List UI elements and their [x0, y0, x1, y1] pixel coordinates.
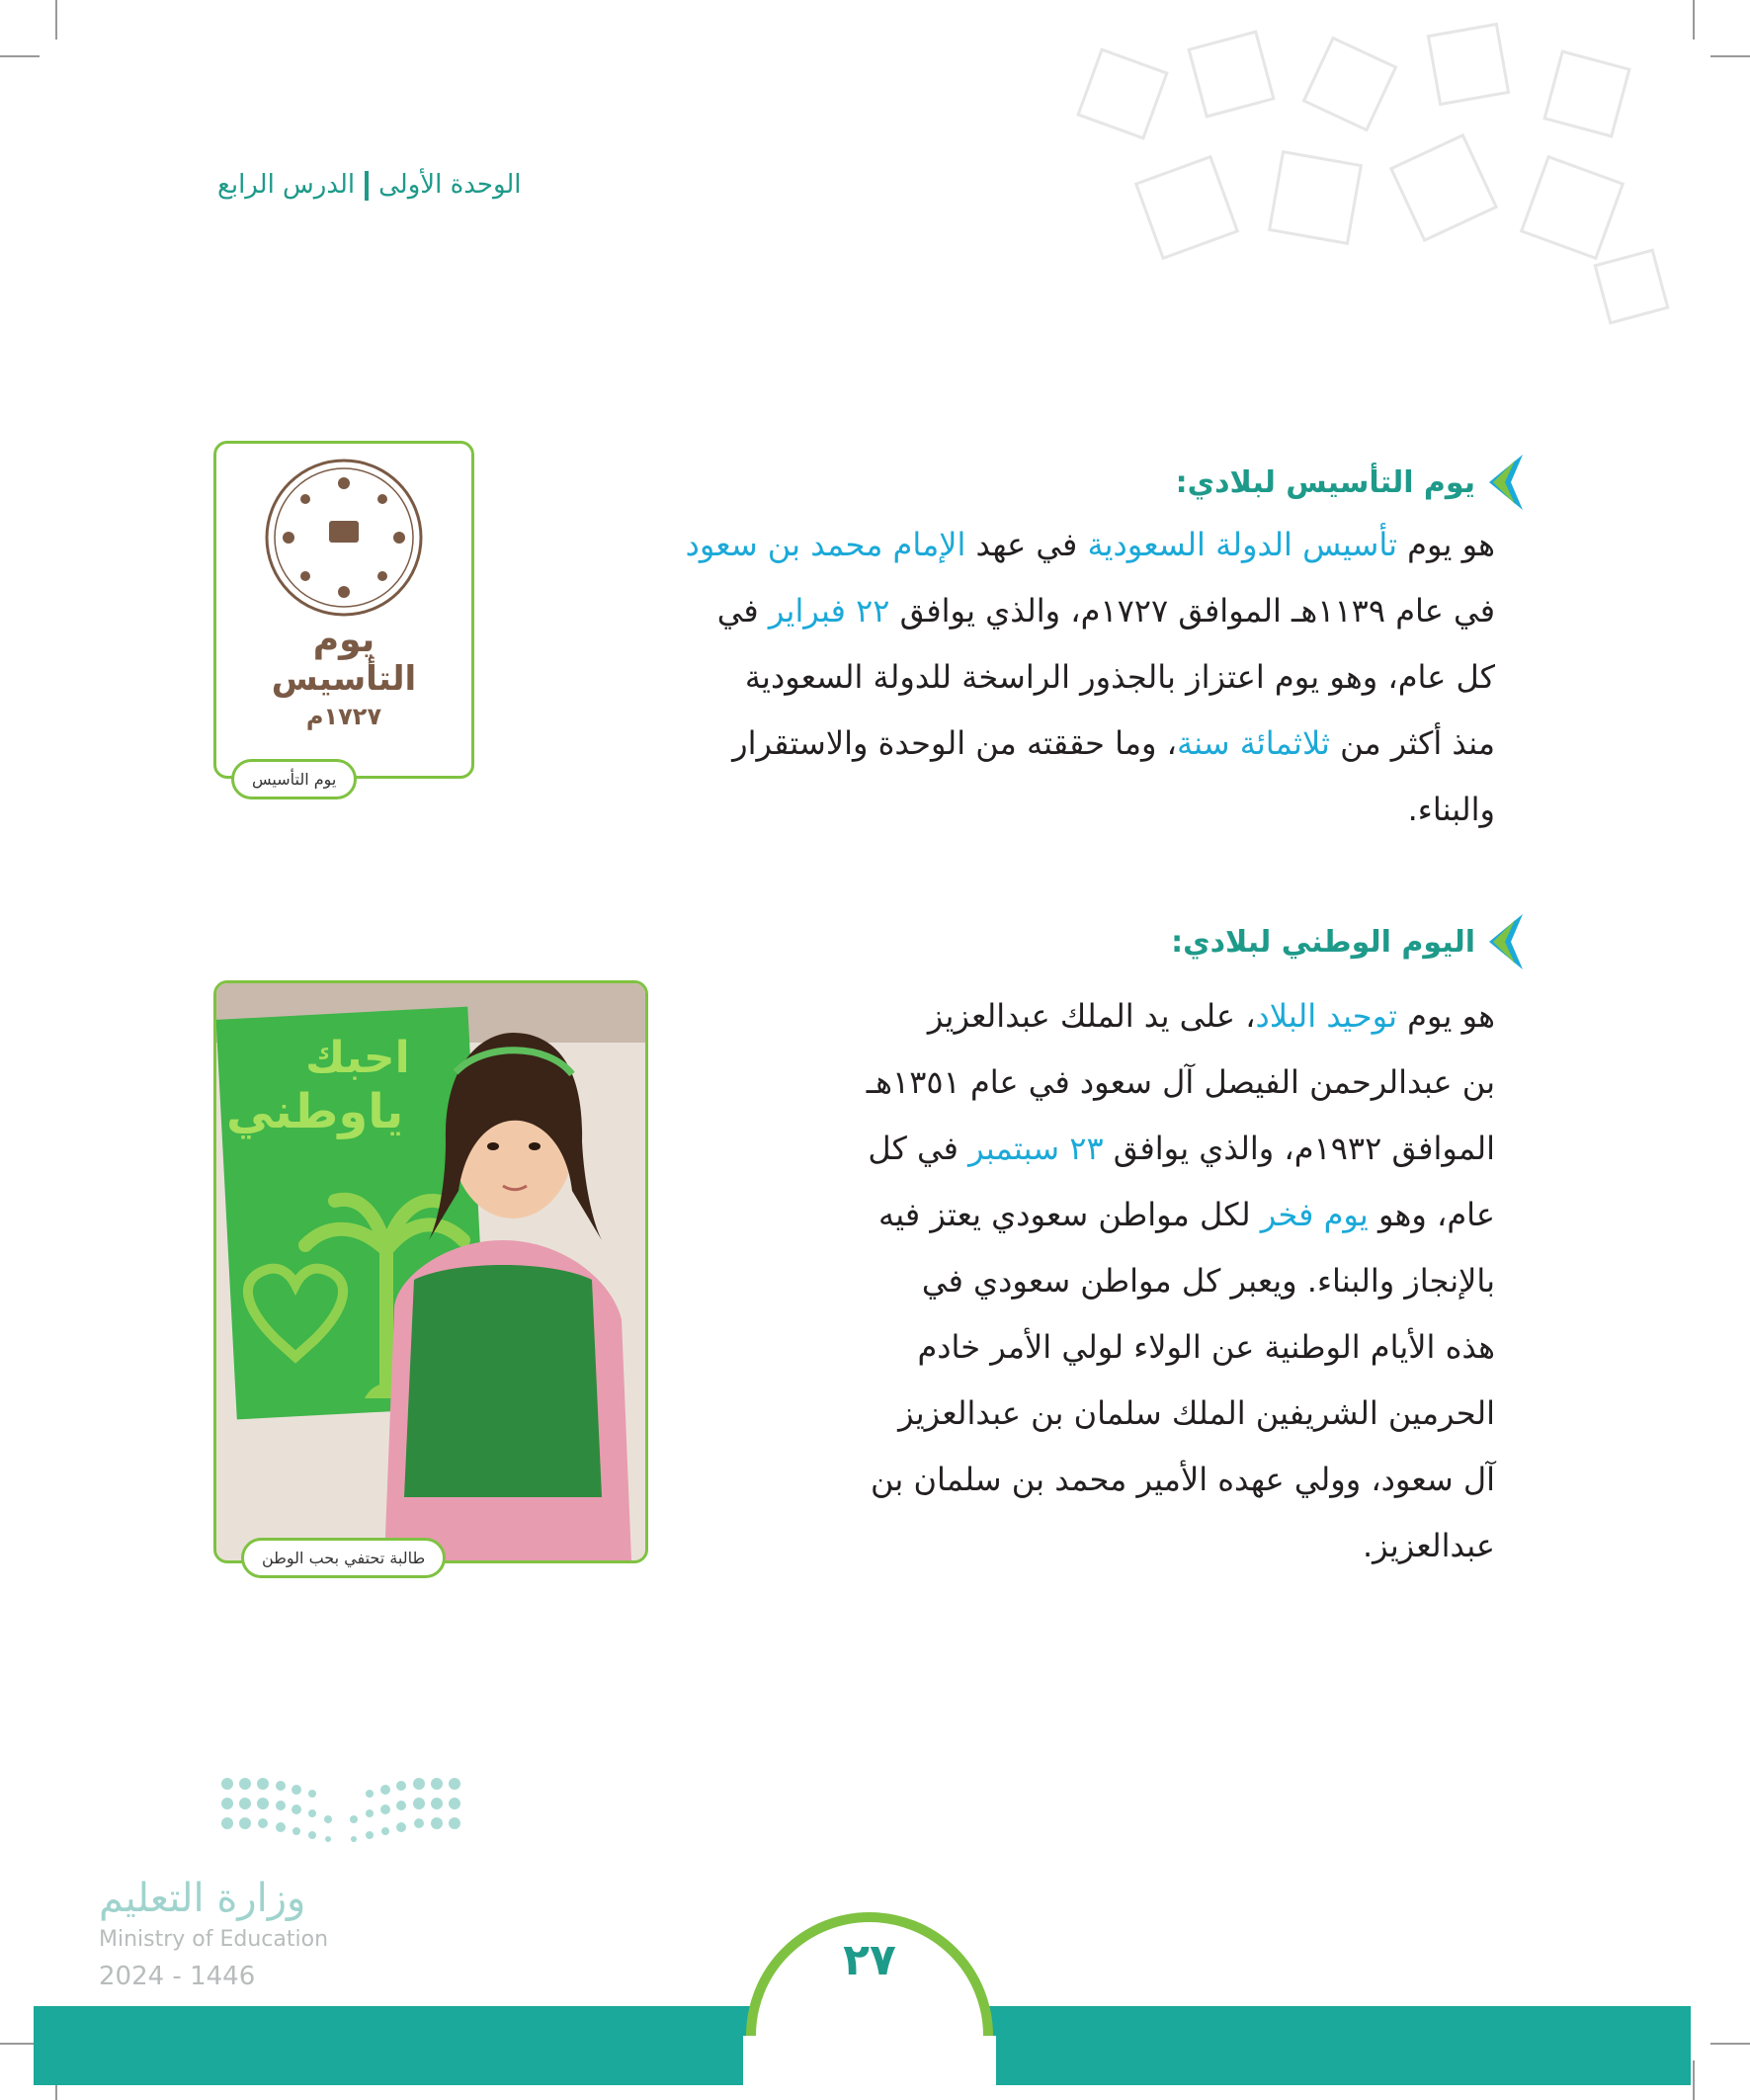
sign-text-homeland: ياوطني: [226, 1084, 404, 1139]
student-photo-caption: طالبة تحتفي بحب الوطن: [241, 1538, 446, 1578]
text-segment: لكل مواطن سعودي يعتز فيه: [878, 1196, 1261, 1233]
text-segment: والبناء.: [1407, 791, 1495, 828]
section-title: اليوم الوطني لبلادي:: [1171, 924, 1475, 960]
founding-day-image: [213, 441, 474, 779]
text-segment: في كل: [868, 1130, 969, 1167]
text-segment: آل سعود، وولي عهده الأمير محمد بن سلمان بن: [871, 1461, 1495, 1498]
crop-mark: [1710, 2043, 1750, 2045]
founding-paragraph: [532, 512, 1495, 843]
student-photo: [213, 980, 648, 1563]
page-header: [217, 170, 522, 201]
header-separator: [365, 171, 369, 201]
text-segment: في عام ١١٣٩هـ الموافق ١٧٢٧م، والذي يوافق: [889, 592, 1495, 630]
ministry-name-english: Ministry of Education: [99, 1927, 329, 1952]
paragraph-line: [532, 578, 1495, 644]
paragraph-line: [727, 1381, 1495, 1447]
paragraph-line: [532, 711, 1495, 777]
crop-mark: [0, 55, 40, 57]
text-segment: بن عبدالرحمن الفيصل آل سعود في عام ١٣٥١هـ: [866, 1063, 1495, 1101]
paragraph-line: [727, 1116, 1495, 1182]
sign-text-love: احبك: [305, 1033, 410, 1083]
unit-label: الوحدة الأولى: [378, 170, 522, 200]
text-segment: في: [716, 592, 769, 630]
logo-word-day: يوم: [312, 620, 375, 660]
text-segment: منذ أكثر من: [1329, 724, 1495, 762]
logo-year: ١٧٢٧م: [305, 703, 382, 730]
paragraph-line: [727, 1513, 1495, 1579]
paragraph-line: [727, 1314, 1495, 1381]
section-heading-national: [1171, 914, 1523, 969]
paragraph-line: [727, 1447, 1495, 1513]
paragraph-line: [727, 1248, 1495, 1314]
decorative-pattern: [1048, 20, 1691, 336]
highlighted-term: تأسيس الدولة السعودية: [1087, 526, 1397, 563]
text-segment: الموافق ١٩٣٢م، والذي يوافق: [1103, 1130, 1495, 1167]
page-number: ٢٧: [843, 1935, 896, 1985]
text-segment: ، على يد الملك عبدالعزيز: [927, 997, 1256, 1035]
paragraph-line: [727, 1182, 1495, 1248]
crop-mark: [55, 0, 57, 40]
highlighted-term: توحيد البلاد: [1255, 997, 1397, 1035]
highlighted-term: الإمام محمد بن سعود: [685, 526, 966, 563]
text-segment: هو يوم: [1397, 526, 1495, 563]
highlighted-term: ثلاثمائة سنة: [1176, 724, 1330, 762]
text-segment: عبدالعزيز.: [1362, 1527, 1495, 1564]
paragraph-line: [727, 983, 1495, 1050]
highlighted-term: يوم فخر: [1260, 1196, 1369, 1233]
crop-mark: [1693, 0, 1695, 40]
highlighted-term: ٢٣ سبتمبر: [968, 1130, 1104, 1167]
arrow-icon: [1489, 455, 1523, 510]
lesson-label: الدرس الرابع: [217, 170, 356, 200]
text-segment: بالإنجاز والبناء. ويعبر كل مواطن سعودي في: [921, 1262, 1495, 1300]
crop-mark: [1710, 55, 1750, 57]
text-segment: كل عام، وهو يوم اعتزاز بالجذور الراسخة للدولة السعودية: [744, 658, 1495, 696]
founding-image-caption: يوم التأسيس: [231, 759, 357, 799]
crop-mark: [1693, 2060, 1695, 2100]
text-segment: هذه الأيام الوطنية عن الولاء لولي الأمر خادم: [917, 1328, 1495, 1366]
text-segment: ، وما حققته من الوحدة والاستقرار: [732, 724, 1177, 762]
paragraph-line: [727, 1050, 1495, 1116]
section-heading-founding: [1176, 455, 1523, 510]
ministry-logo-dots: [217, 1772, 464, 1851]
arrow-icon: [1489, 914, 1523, 969]
logo-word-founding: التأسيس: [271, 659, 417, 699]
text-segment: هو يوم: [1397, 997, 1495, 1035]
paragraph-line: [532, 644, 1495, 711]
paragraph-line: [532, 777, 1495, 843]
national-paragraph: [727, 983, 1495, 1579]
text-segment: الحرمين الشريفين الملك سلمان بن عبدالعزيز: [898, 1394, 1495, 1432]
paragraph-line: [532, 512, 1495, 578]
ministry-name-arabic: وزارة التعليم: [99, 1876, 306, 1921]
text-segment: في عهد: [965, 526, 1088, 563]
edition-year: 2024 - 1446: [99, 1962, 256, 1991]
student-photo-illustration: [216, 983, 645, 1560]
text-segment: عام، وهو: [1368, 1196, 1495, 1233]
section-title: يوم التأسيس لبلادي:: [1175, 464, 1475, 500]
highlighted-term: ٢٢ فبراير: [768, 592, 890, 630]
